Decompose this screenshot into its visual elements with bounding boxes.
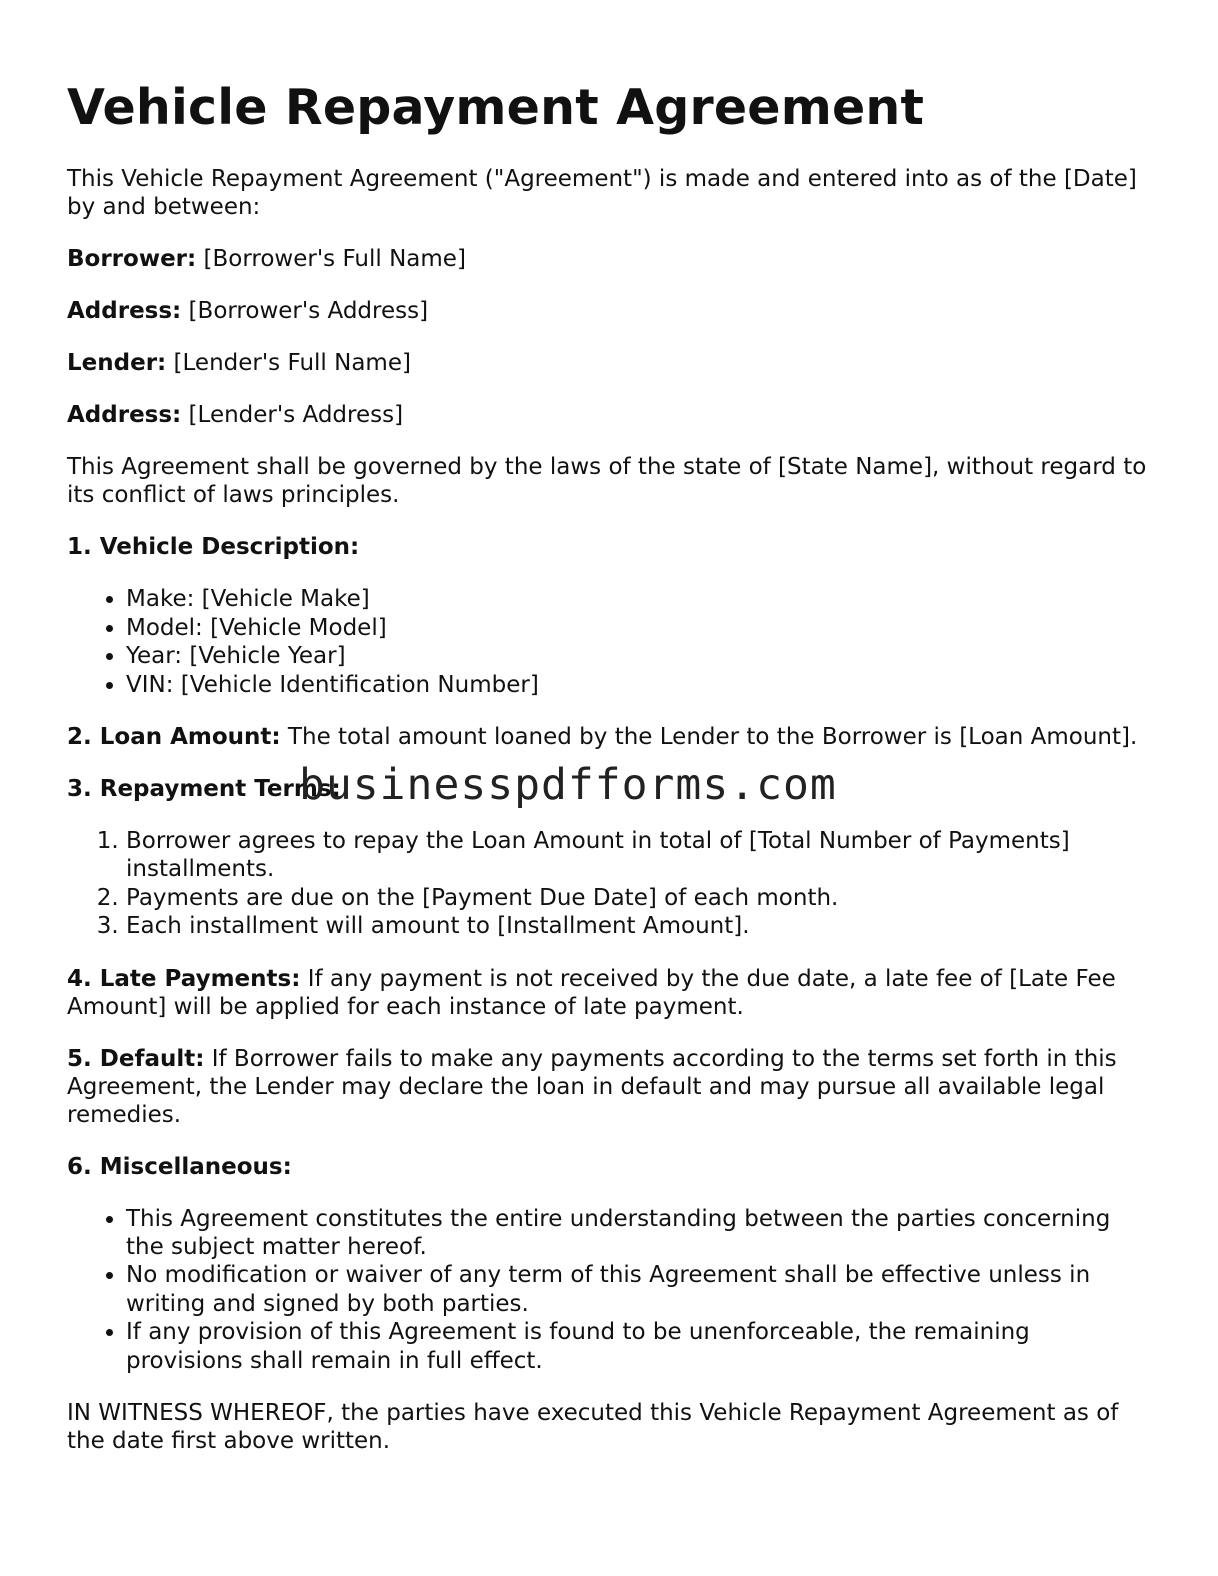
list-item: • VIN: [Vehicle Identification Number] (126, 671, 1147, 699)
list-item: 2. Payments are due on the [Payment Due Date] of each month. (126, 884, 1147, 912)
party-value: [Borrower's Address] (181, 298, 429, 325)
section-4-late-payments (67, 965, 1147, 1021)
party-lender (67, 349, 1147, 377)
section-3-heading: 3. Repayment Terms: (67, 775, 341, 802)
section-text: The total amount loaned by the Lender to the Borrower is [Loan Amount]. (280, 723, 1138, 750)
list-item: • Make: [Vehicle Make] (126, 585, 1147, 613)
list-item: • No modification or waiver of any term of this Agreement shall be effective unless in writing and signed by both parties. (126, 1261, 1147, 1318)
list-item: • This Agreement constitutes the entire understanding between the parties concerning the subject matter hereof. (126, 1205, 1147, 1262)
list-item: • If any provision of this Agreement is found to be unenforceable, the remaining provisions shall remain in full effect. (126, 1318, 1147, 1375)
miscellaneous-list (67, 1205, 1147, 1375)
party-borrower-address (67, 297, 1147, 325)
section-text: If any payment is not received by the due date, a late fee of [Late Fee Amount] will be applied for each instance of late payment. (67, 965, 1116, 1020)
repayment-terms-list (67, 827, 1147, 941)
party-lender-address (67, 401, 1147, 429)
list-item: • Year: [Vehicle Year] (126, 642, 1147, 670)
list-item: 1. Borrower agrees to repay the Loan Amount in total of [Total Number of Payments] installments. (126, 827, 1147, 884)
party-value: [Borrower's Full Name] (196, 246, 466, 273)
party-value: [Lender's Full Name] (166, 350, 411, 377)
party-label: Lender: (67, 350, 167, 377)
watermark: businesspdfforms.com (299, 760, 837, 810)
list-item: 3. Each installment will amount to [Installment Amount]. (126, 912, 1147, 940)
party-label: Address: (67, 298, 182, 325)
party-borrower (67, 245, 1147, 273)
vehicle-description-list (67, 585, 1147, 699)
section-label: 2. Loan Amount: (67, 723, 281, 750)
party-value: [Lender's Address] (181, 402, 404, 429)
section-1-heading: 1. Vehicle Description: (67, 534, 360, 561)
intro-paragraph: This Vehicle Repayment Agreement ("Agreement") is made and entered into as of the [Date] by and between: (67, 166, 1137, 221)
governing-law-paragraph: This Agreement shall be governed by the laws of the state of [State Name], without regard to its conflict of laws principles. (67, 454, 1147, 509)
list-item: • Model: [Vehicle Model] (126, 614, 1147, 642)
section-text: If Borrower fails to make any payments according to the terms set forth in this Agreement, the Lender may declare the loan in default and may pursue all available legal remedies. (67, 1045, 1117, 1128)
witness-paragraph: IN WITNESS WHEREOF, the parties have executed this Vehicle Repayment Agreement as of the date first above written. (67, 1400, 1119, 1455)
section-6-heading: 6. Miscellaneous: (67, 1153, 292, 1180)
section-label: 4. Late Payments: (67, 965, 301, 992)
party-label: Borrower: (67, 246, 197, 273)
party-label: Address: (67, 402, 182, 429)
section-2-loan-amount (67, 723, 1147, 751)
section-label: 5. Default: (67, 1045, 205, 1072)
document-title: Vehicle Repayment Agreement (67, 79, 925, 136)
section-5-default (67, 1045, 1147, 1129)
